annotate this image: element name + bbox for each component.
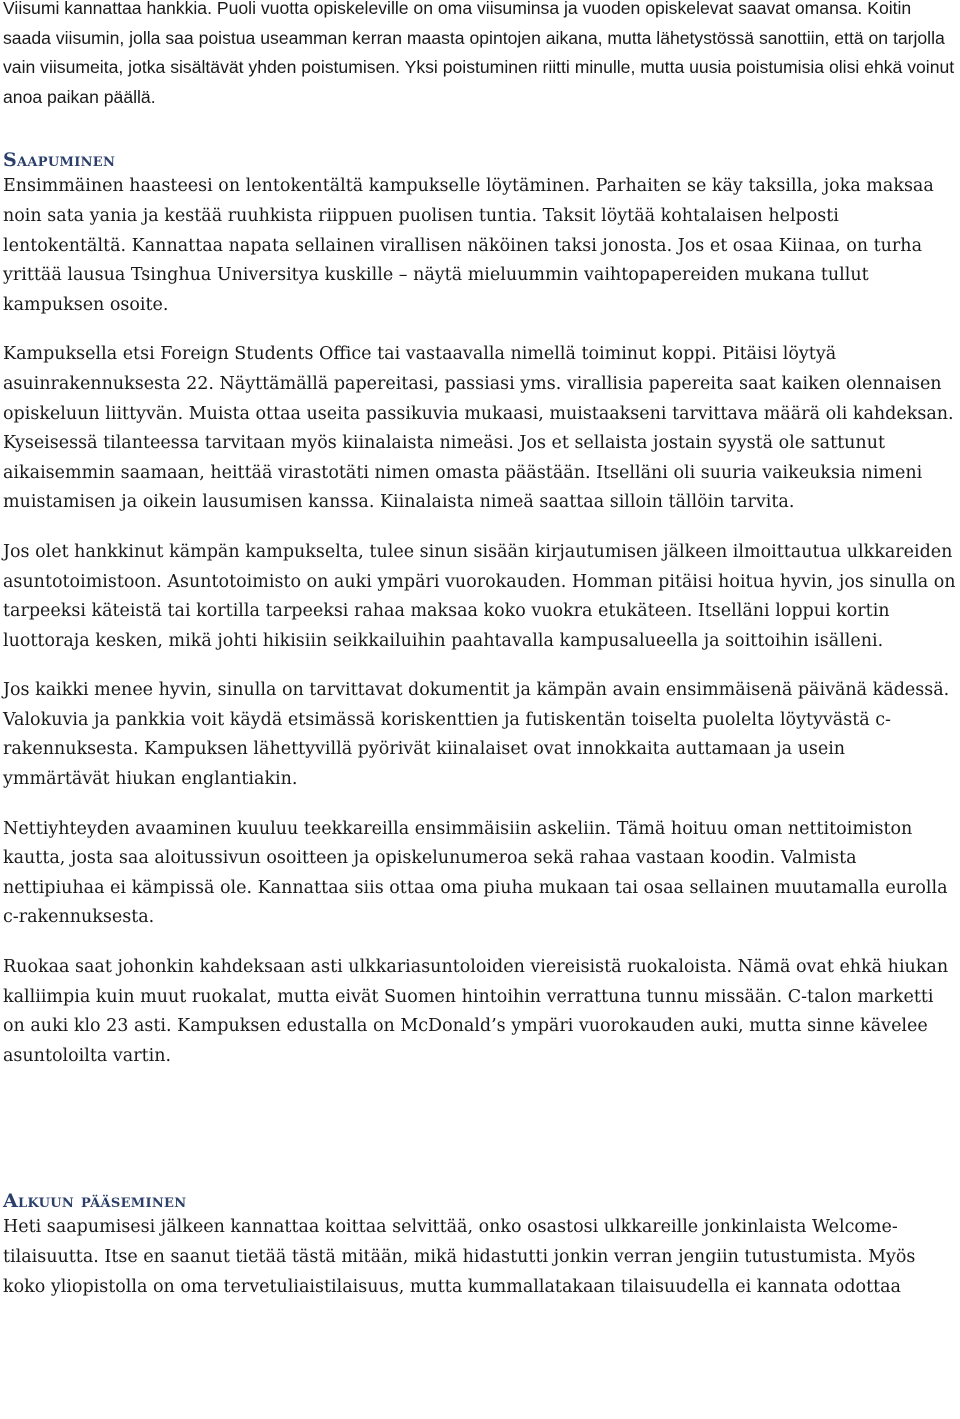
paragraph-housing-office: Jos olet hankkinut kämpän kampukselta, tulee sinun sisään kirjautumisen jälkeen ilmoittautua ulkkareiden asuntotoimistoon. Asuntotoimisto on auki ympäri vuorokauden. Homman pitäisi hoitua hyvin, jos sinulla on tarpeeksi käteistä tai kortilla tarpeeksi rahaa maksaa koko vuokra etukäteen. Itselläni loppui kortin luottoraja kesken, mikä johti hikisiin seikkailuihin paahtavalla kampusalueella ja soittoihin isälleni. bbox=[3, 541, 956, 651]
paragraph-foreign-students-office: Kampuksella etsi Foreign Students Office tai vastaavalla nimellä toiminut koppi. Pitäisi löytyä asuinrakennuksesta 22. Näyttämällä papereitasi, passiasi yms. virallisia papereita saat kaiken olennaisen opiskeluun liittyvän. Muista ottaa useita passikuvia mukaasi, muistaakseni tarvittava määrä oli kahdeksan. Kyseisessä tilanteessa tarvitaan myös kiinalaista nimeäsi. Jos et sellaista jostain syystä ole sattunut aikaisemmin saamaan, heittää virastotäti nimen omasta päästään. Itselläni oli suuria vaikeuksia nimeni muistamisen ja oikein lausumisen kanssa. Kiinalaista nimeä saattaa silloin tällöin tarvita. bbox=[3, 344, 954, 513]
spacer bbox=[3, 1071, 957, 1189]
paragraph-documents: Jos kaikki menee hyvin, sinulla on tarvittavat dokumentit ja kämpän avain ensimmäisenä päivänä kädessä. Valokuvia ja pankkia voit käydä etsimässä koriskenttien ja futiskentän toiselta puolelta löytyvästä c-rakennuksesta. Kampuksen lähettyvillä pyörivät kiinalaiset ovat innokkaita auttamaan ja usein ymmärtävät hiukan englantiakin. bbox=[3, 680, 950, 790]
paragraph-food: Ruokaa saat johonkin kahdeksaan asti ulkkariasuntoloiden viereisistä ruokaloista. Nämä ovat ehkä hiukan kalliimpia kuin muut ruokalat, mutta eivät Suomen hintoihin verrattuna tunnu missään. C-talon marketti on auki klo 23 asti. Kampuksen edustalla on McDonald’s ympäri vuorokauden auki, mutta sinne kävelee asuntoloilta vartin. bbox=[3, 957, 949, 1066]
intro-paragraph: Viisumi kannattaa hankkia. Puoli vuotta opiskeleville on oma viisuminsa ja vuoden opiskelevat saavat omansa. Koitin saada viisumin, jolla saa poistua useamman kerran maasta opintojen aikana, mutta lähetystössä sanottiin, että on tarjolla vain viisumeita, jotka sisältävät yhden poistumisen. Yksi poistuminen riitti minulle, mutta uusia poistumisia olisi ehkä voinut anoa paikan päällä. bbox=[3, 0, 955, 107]
section-heading-saapuminen: Saapuminen bbox=[3, 149, 116, 172]
document-page bbox=[3, 0, 957, 1302]
paragraph-taxi: Ensimmäinen haasteesi on lentokentältä kampukselle löytäminen. Parhaiten se käy taksilla, joka maksaa noin sata yania ja kestää ruuhkista riippuen puolisen tuntia. Taksit löytää kohtalaisen helposti lentokentältä. Kannattaa napata sellainen virallisen näköinen taksi jonosta. Jos et osaa Kiinaa, on turha yrittää lausua Tsinghua Universitya kuskille – näytä mieluummin vaihtopapereiden mukana tullut kampuksen osoite. bbox=[3, 176, 934, 315]
spacer bbox=[3, 112, 957, 148]
paragraph-internet: Nettiyhteyden avaaminen kuuluu teekkareilla ensimmäisiin askeliin. Tämä hoituu oman nettitoimiston kautta, josta saa aloitussivun osoitteen ja opiskelunumeroa sekä rahaa vastaan koodin. Valmista nettipiuhaa ei kämpissä ole. Kannattaa siis ottaa oma piuha mukaan tai osaa sellainen muutamalla eurolla c-rakennuksesta. bbox=[3, 818, 948, 928]
paragraph-welcome: Heti saapumisesi jälkeen kannattaa koittaa selvittää, onko osastosi ulkkareille jonkinlaista Welcome-tilaisuutta. Itse en saanut tietää tästä mitään, mikä hidastutti jonkin verran jengiin tutustumista. Myös koko yliopistolla on oma tervetuliaistilaisuus, mutta kummallatakaan tilaisuudella ei kannata odottaa bbox=[3, 1217, 916, 1297]
section-heading-alkuun: Alkuun pääseminen bbox=[3, 1190, 187, 1213]
